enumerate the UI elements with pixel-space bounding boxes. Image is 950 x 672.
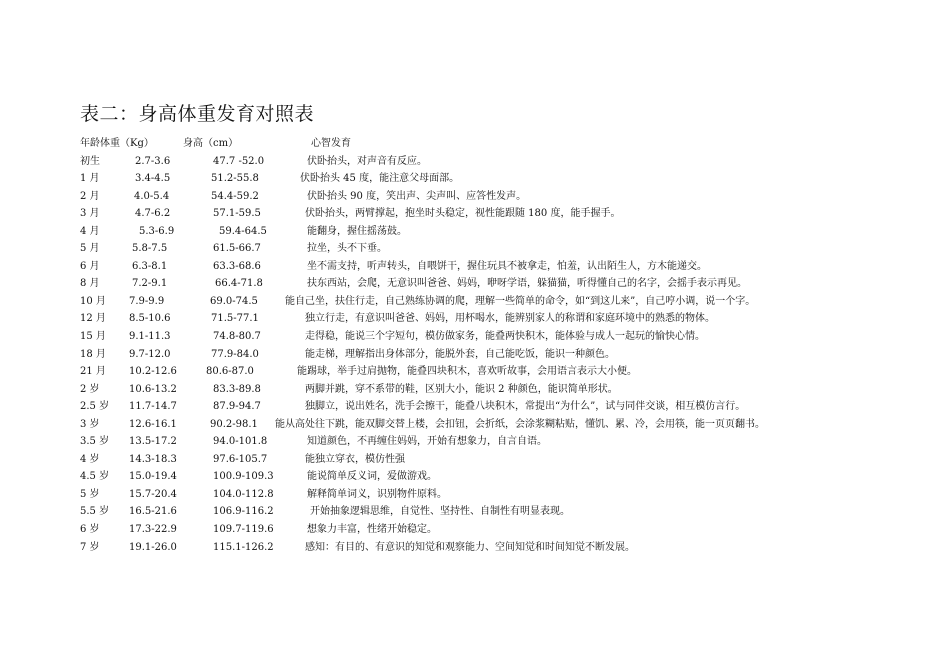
header-age: 年龄: [80, 138, 100, 149]
development-cell: 知道颜色，不再缠住妈妈，开始有想象力，自言自语。: [307, 436, 547, 448]
age-cell: 2 月: [80, 190, 100, 202]
age-cell: 5.5 岁: [80, 506, 110, 518]
header-development: 心智发育: [311, 138, 351, 149]
weight-cell: 6.3-8.1: [132, 260, 168, 272]
height-cell: 83.3-89.8: [213, 383, 261, 395]
age-cell: 4.5 岁: [80, 471, 110, 483]
age-cell: 7 岁: [80, 541, 100, 553]
age-cell: 10 月: [80, 295, 106, 307]
development-cell: 扶东西站，会爬，无意识叫爸爸、妈妈，咿呀学语，躲猫猫，听得懂自己的名字，会摇手表示再见。: [307, 278, 747, 290]
height-cell: 59.4-64.5: [219, 225, 267, 237]
age-cell: 3 月: [80, 208, 100, 220]
height-cell: 97.6-105.7: [213, 453, 268, 465]
development-cell: 开始抽象逻辑思维，自觉性、坚持性、自制性有明显表现。: [310, 506, 570, 518]
height-cell: 115.1-126.2: [213, 541, 274, 553]
height-cell: 80.6-87.0: [206, 366, 254, 378]
height-cell: 47.7 -52.0: [213, 155, 265, 167]
age-cell: 6 月: [80, 260, 100, 272]
development-cell: 能说简单反义词，爱做游戏。: [307, 471, 437, 483]
age-cell: 1 月: [80, 173, 100, 185]
height-cell: 104.0-112.8: [213, 488, 274, 500]
height-cell: 57.1-59.5: [213, 208, 261, 220]
development-cell: 能独立穿衣，模仿性强: [305, 453, 405, 465]
header-weight: 体重（Kg）: [100, 138, 154, 149]
age-cell: 4 岁: [80, 453, 100, 465]
age-cell: 21 月: [80, 366, 106, 378]
development-cell: 坐不需支持，听声转头，自喂饼干，握住玩具不被拿走，怕羞，认出陌生人，方木能递交。: [307, 260, 707, 272]
development-cell: 伏卧抬头，两臂撑起，抱坐时头稳定，视性能跟随 180 度，能手握手。: [305, 208, 621, 220]
height-cell: 106.9-116.2: [213, 506, 274, 518]
development-cell: 伏卧抬头，对声音有反应。: [307, 155, 427, 167]
development-cell: 解释简单词义，识别物件原料。: [307, 488, 447, 500]
development-cell: 能踢球，举手过肩抛物，能叠四块积木，喜欢听故事，会用语言表示大小便。: [297, 366, 637, 378]
age-cell: 3.5 岁: [80, 436, 110, 448]
development-cell: 能自己坐，扶住行走，自己熟练协调的爬，理解一些简单的命令，如“到这儿来”，自己哼小调，说一个字。: [285, 295, 756, 307]
age-cell: 15 月: [80, 331, 106, 343]
height-cell: 74.8-80.7: [213, 331, 261, 343]
height-cell: 71.5-77.1: [211, 313, 259, 325]
height-cell: 100.9-109.3: [213, 471, 274, 483]
weight-cell: 9.7-12.0: [129, 348, 171, 360]
age-cell: 5 岁: [80, 488, 100, 500]
weight-cell: 10.6-13.2: [129, 383, 177, 395]
development-cell: 能从高处往下跳，能双脚交替上楼，会扣钮，会折纸，会涂浆糊粘贴，懂饥、累、冷，会用筷，能一页页翻书。: [275, 418, 765, 430]
weight-cell: 2.7-3.6: [135, 155, 171, 167]
weight-cell: 7.2-9.1: [132, 278, 168, 290]
height-cell: 90.2-98.1: [210, 418, 258, 430]
age-cell: 3 岁: [80, 418, 100, 430]
weight-cell: 13.5-17.2: [129, 436, 177, 448]
weight-cell: 5.3-6.9: [139, 225, 175, 237]
age-cell: 2.5 岁: [80, 401, 110, 413]
height-cell: 61.5-66.7: [213, 243, 261, 255]
development-cell: 独立行走，有意识叫爸爸、妈妈，用杯喝水，能辨别家人的称谓和家庭环境中的熟悉的物体。: [305, 313, 715, 325]
development-cell: 走得稳，能说三个字短句，模仿做家务，能叠两快积木，能体验与成人一起玩的愉快心情。: [305, 331, 705, 343]
weight-cell: 12.6-16.1: [129, 418, 177, 430]
development-cell: 伏卧抬头 90 度，笑出声、尖声叫、应答性发声。: [307, 190, 527, 202]
height-cell: 51.2-55.8: [211, 173, 259, 185]
age-cell: 5 月: [80, 243, 100, 255]
development-cell: 独脚立，说出姓名，洗手会擦干，能叠八块积木，常提出“为什么”，试与同伴交谈，相互模仿言行。: [305, 401, 746, 413]
weight-cell: 4.7-6.2: [135, 208, 171, 220]
development-cell: 伏卧抬头 45 度，能注意父母面部。: [300, 173, 460, 185]
weight-cell: 8.5-10.6: [129, 313, 171, 325]
header-height: 身高（cm）: [183, 138, 239, 149]
weight-cell: 9.1-11.3: [129, 331, 171, 343]
age-cell: 8 月: [80, 278, 100, 290]
weight-cell: 15.7-20.4: [129, 488, 177, 500]
development-cell: 能走梯，理解指出身体部分，能脱外套，自己能吃饭，能识一种颜色。: [305, 348, 615, 360]
height-cell: 69.0-74.5: [210, 295, 258, 307]
weight-cell: 14.3-18.3: [129, 453, 177, 465]
weight-cell: 19.1-26.0: [129, 541, 177, 553]
weight-cell: 3.4-4.5: [135, 173, 171, 185]
weight-cell: 11.7-14.7: [129, 401, 177, 413]
height-cell: 87.9-94.7: [213, 401, 261, 413]
height-cell: 63.3-68.6: [213, 260, 261, 272]
development-cell: 想象力丰富，性绪开始稳定。: [307, 524, 437, 536]
development-cell: 感知：有目的、有意识的知觉和观察能力、空间知觉和时间知觉不断发展。: [305, 541, 635, 553]
weight-cell: 7.9-9.9: [129, 295, 165, 307]
age-cell: 2 岁: [80, 383, 100, 395]
weight-cell: 10.2-12.6: [129, 366, 177, 378]
height-cell: 54.4-59.2: [211, 190, 259, 202]
development-cell: 能翻身，握住摇荡鼓。: [307, 225, 407, 237]
weight-cell: 16.5-21.6: [129, 506, 177, 518]
age-cell: 12 月: [80, 313, 106, 325]
development-cell: 两脚并跳，穿不系带的鞋，区别大小，能识 2 种颜色，能识简单形状。: [305, 383, 618, 395]
document-title: 表二：身高体重发育对照表: [80, 103, 315, 125]
age-cell: 4 月: [80, 225, 100, 237]
height-cell: 109.7-119.6: [213, 524, 274, 536]
age-cell: 6 岁: [80, 524, 100, 536]
height-cell: 66.4-71.8: [215, 278, 263, 290]
weight-cell: 4.0-5.4: [134, 190, 170, 202]
weight-cell: 15.0-19.4: [129, 471, 177, 483]
age-cell: 初生: [80, 155, 100, 167]
development-cell: 拉坐，头不下垂。: [307, 243, 387, 255]
weight-cell: 5.8-7.5: [132, 243, 168, 255]
weight-cell: 17.3-22.9: [129, 524, 177, 536]
height-cell: 77.9-84.0: [211, 348, 259, 360]
age-cell: 18 月: [80, 348, 106, 360]
height-cell: 94.0-101.8: [213, 436, 268, 448]
